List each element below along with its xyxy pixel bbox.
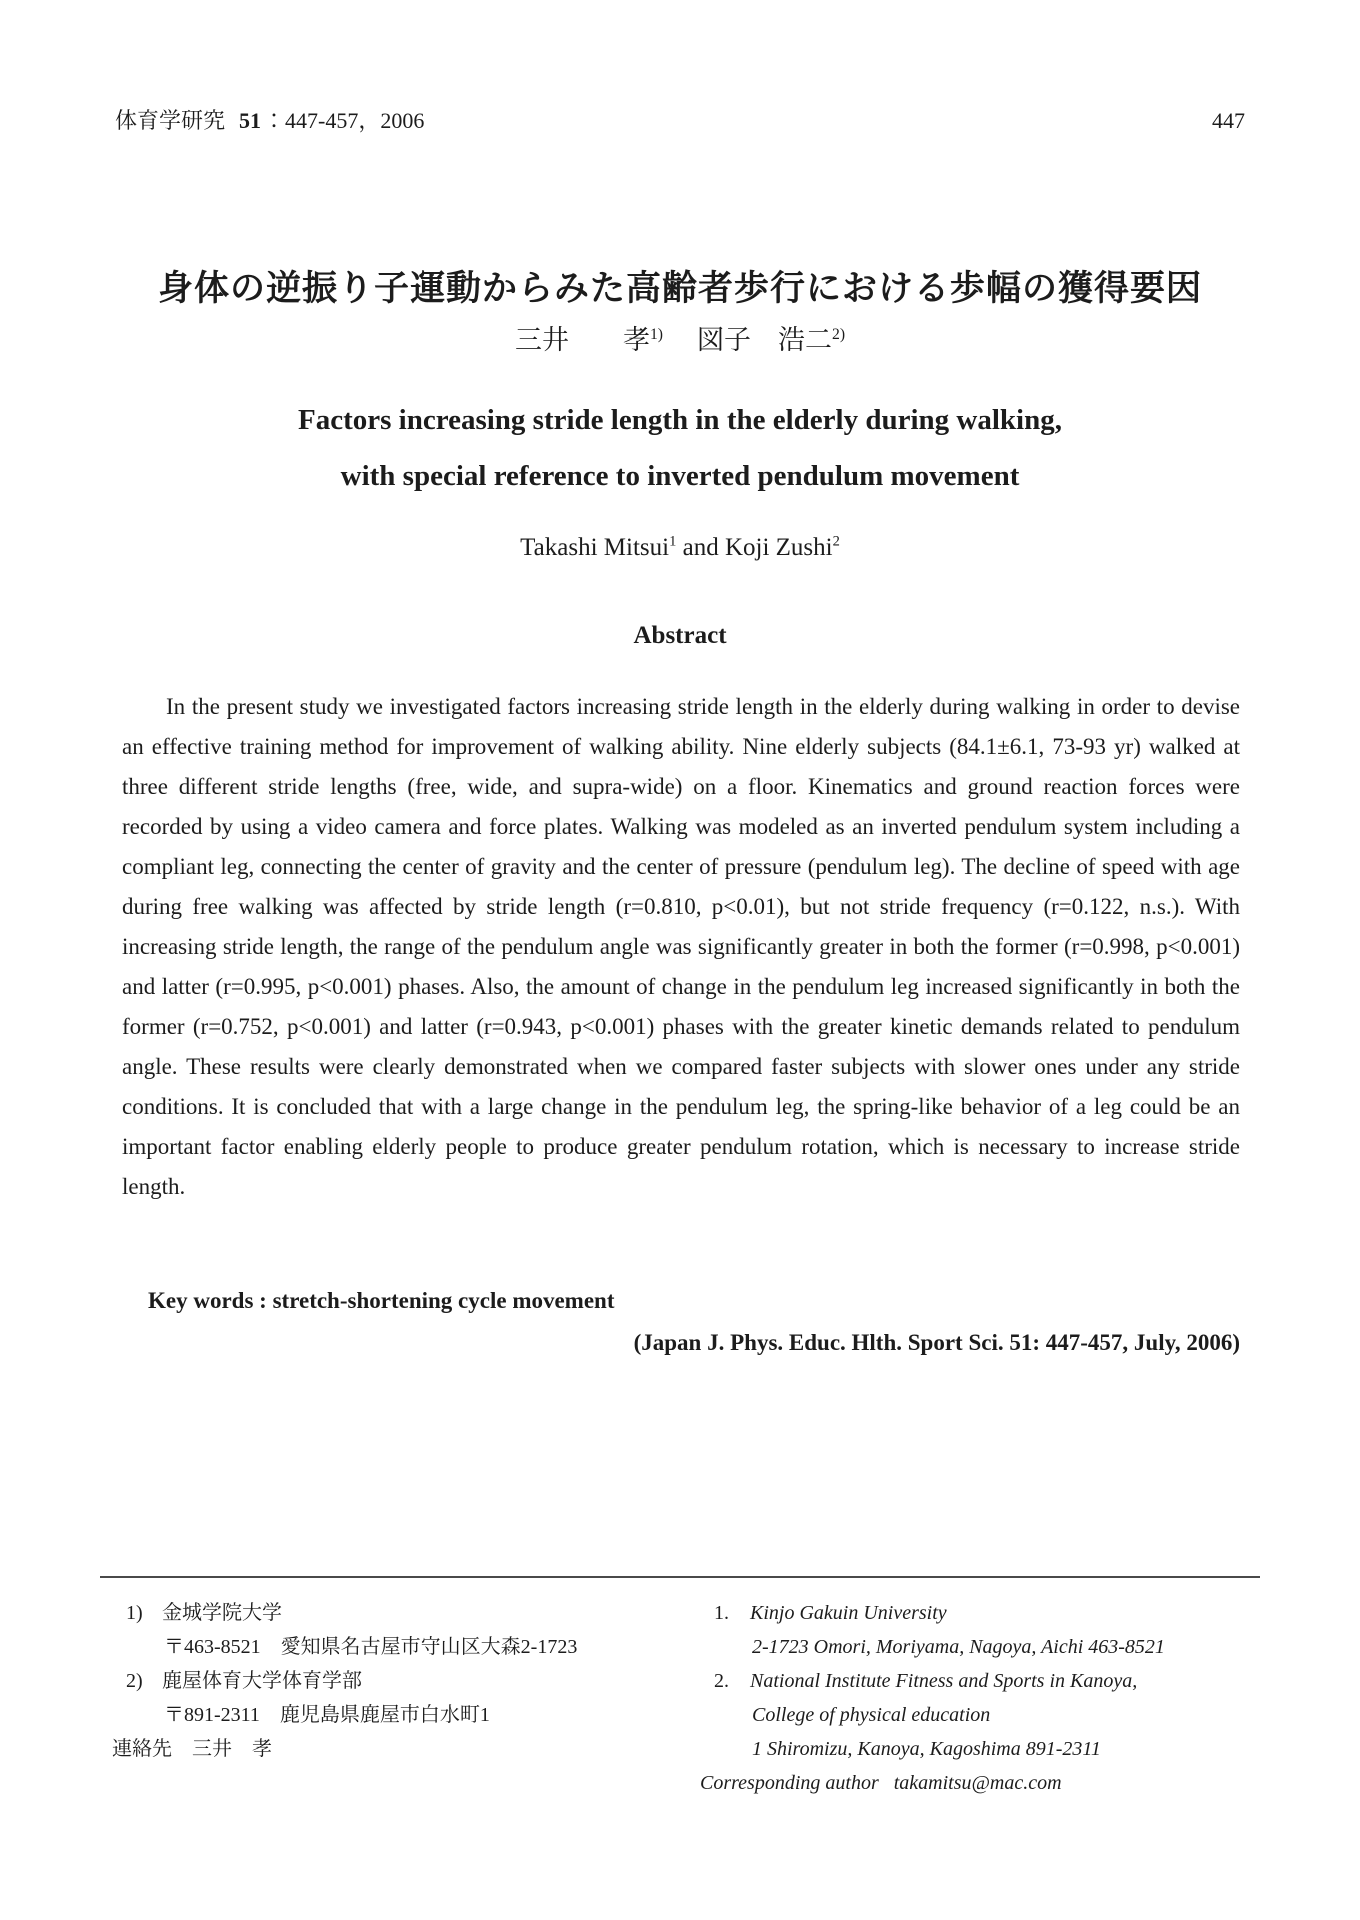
footnote-marker: 1. bbox=[714, 1602, 729, 1624]
footnote-marker: 2. bbox=[714, 1670, 729, 1692]
affiliation-ja-1: 1) 金城学院大学 bbox=[112, 1596, 632, 1630]
footnote-marker: 1) bbox=[126, 1602, 143, 1624]
footnote-divider bbox=[100, 1576, 1260, 1578]
affiliation-en-2: 2. National Institute Fitness and Sports in Kanoya, bbox=[700, 1664, 1260, 1698]
corresponding-author: Corresponding author takamitsu@mac.com bbox=[700, 1772, 1062, 1794]
journal-pages: ：447-457，2006 bbox=[263, 108, 425, 133]
abstract-heading: Abstract bbox=[633, 622, 727, 649]
affiliation-ja-2-address: 〒891-2311 鹿児島県鹿屋市白水町1 bbox=[164, 1704, 490, 1726]
author-en-1: Takashi Mitsui bbox=[520, 534, 670, 561]
affiliation-ja-2: 2) 鹿屋体育大学体育学部 bbox=[112, 1664, 632, 1698]
authors-japanese bbox=[0, 318, 1360, 357]
journal-volume: 51 bbox=[239, 108, 262, 133]
keywords-line bbox=[148, 1288, 615, 1314]
abstract-text: In the present study we investigated factors increasing stride length in the elderly during walking in order to devise an effective training method for improvement of walking ability. Nine elderly subjects (84.1±6.1, 73-93 yr) walked at three different stride lengths (free, wide, and supra-wide) on a floor. Kinematics and ground reaction forces were recorded by using a video camera and force plates. Walking was modeled as an inverted pendulum system including a compliant leg, connecting the center of gravity and the center of pressure (pendulum leg). The decline of speed with age during free walking was affected by stride length (r=0.810, p<0.01), but not stride frequency (r=0.122, n.s.). With increasing stride length, the range of the pendulum angle was significantly greater in both the former (r=0.998, p<0.001) and latter (r=0.995, p<0.001) phases. Also, the amount of change in the pendulum leg increased significantly in both the former (r=0.752, p<0.001) and latter (r=0.943, p<0.001) phases with the greater kinetic demands related to pendulum angle. These results were clearly demonstrated when we compared faster subjects with slower ones under any stride conditions. It is concluded that with a large change in the pendulum leg, the spring-like behavior of a leg could be an important factor enabling elderly people to produce greater pendulum rotation, which is necessary to increase stride length. bbox=[122, 694, 1240, 1199]
journal-citation bbox=[115, 104, 424, 135]
author-ja-2: 図子 浩二 bbox=[697, 325, 832, 355]
author-en-2-affiliation-mark: 2 bbox=[832, 533, 840, 550]
affiliations-japanese bbox=[112, 1596, 632, 1766]
authors-english bbox=[0, 534, 1360, 562]
page-number: 447 bbox=[1212, 108, 1245, 133]
title-japanese: 身体の逆振り子運動からみた高齢者歩行における歩幅の獲得要因 bbox=[157, 269, 1202, 309]
keywords-value: stretch-shortening cycle movement bbox=[272, 1288, 615, 1313]
affiliations-english bbox=[700, 1596, 1260, 1800]
title-english-line-2: with special reference to inverted pendulum movement bbox=[340, 460, 1020, 492]
author-en-2: Koji Zushi bbox=[724, 534, 833, 561]
title-english-line-1: Factors increasing stride length in the elderly during walking, bbox=[298, 404, 1062, 436]
authors-connector: and bbox=[676, 534, 725, 561]
author-ja-2-affiliation-mark: 2) bbox=[832, 326, 846, 343]
affiliation-en-2-address: 1 Shiromizu, Kanoya, Kagoshima 891-2311 bbox=[752, 1738, 1101, 1760]
journal-name: 体育学研究 bbox=[115, 108, 226, 133]
title-english bbox=[0, 392, 1360, 504]
author-ja-1: 三井 孝 bbox=[514, 325, 650, 355]
affiliation-en-2-college: College of physical education bbox=[752, 1704, 991, 1726]
author-ja-1-affiliation-mark: 1) bbox=[649, 326, 663, 343]
contact-ja: 連絡先 三井 孝 bbox=[112, 1738, 272, 1760]
footnote-marker: 2) bbox=[126, 1670, 143, 1692]
author-en-1-affiliation-mark: 1 bbox=[669, 533, 677, 550]
journal-reference: (Japan J. Phys. Educ. Hlth. Sport Sci. 51: 447-457, July, 2006) bbox=[633, 1330, 1240, 1355]
affiliation-en-1: 1. Kinjo Gakuin University bbox=[700, 1596, 1260, 1630]
keywords-label: Key words : bbox=[148, 1288, 273, 1313]
affiliation-ja-1-address: 〒463-8521 愛知県名古屋市守山区大森2-1723 bbox=[164, 1636, 578, 1658]
affiliation-en-1-address: 2-1723 Omori, Moriyama, Nagoya, Aichi 463-8521 bbox=[752, 1636, 1165, 1658]
running-head bbox=[115, 104, 1245, 135]
